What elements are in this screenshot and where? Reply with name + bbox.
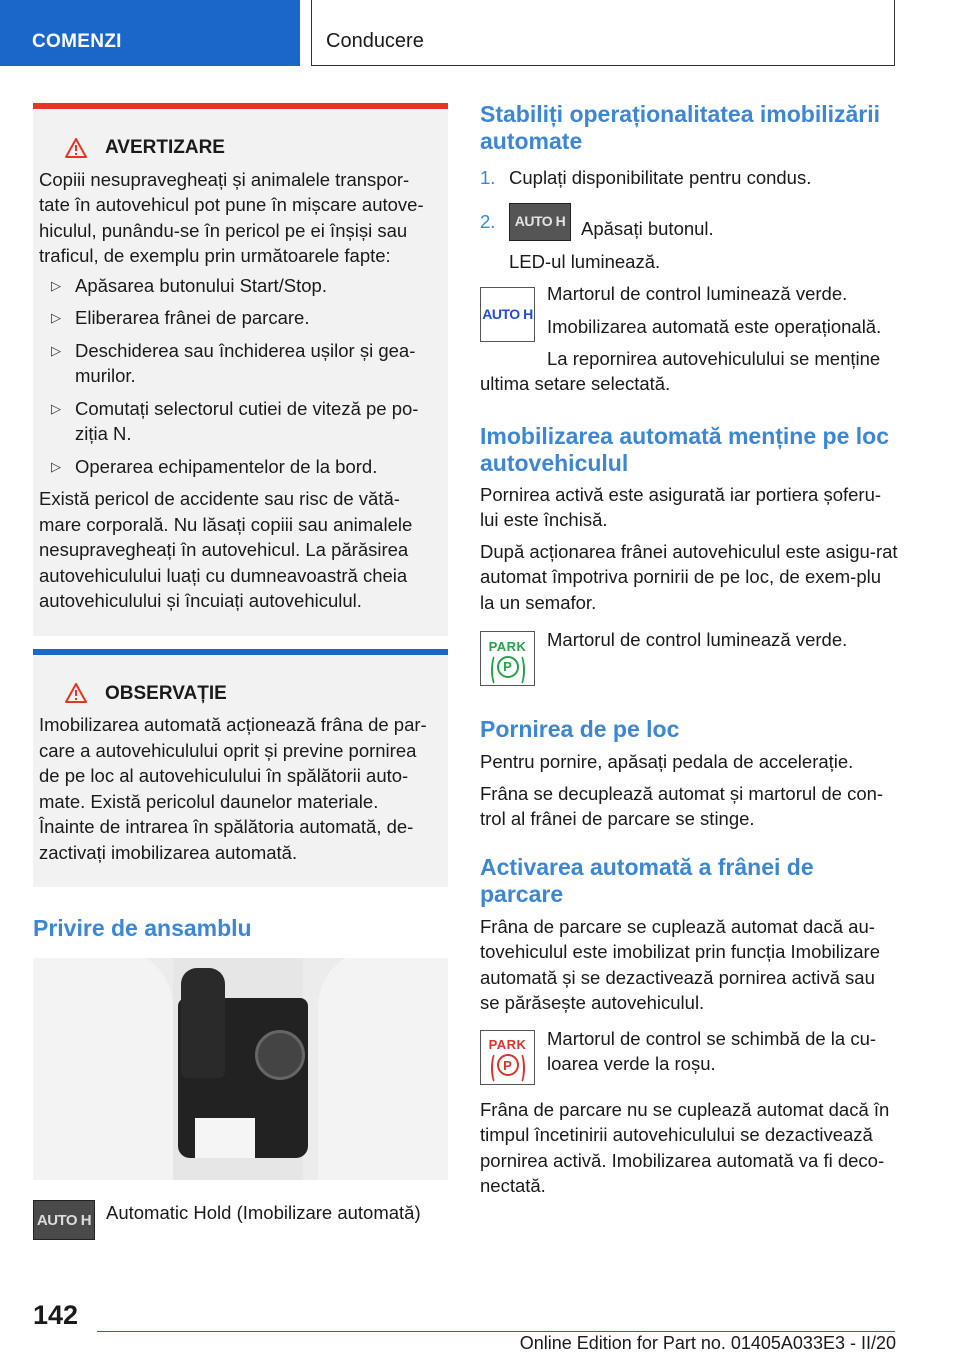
hold-p2: După acționarea frânei autovehiculul este asigu-rat automat împotriva pornirii de pe loc, de exem-plu la un semafor. (480, 540, 898, 613)
auto-park-heading: Activarea automată a frânei de parcare (480, 853, 814, 907)
operational-text: Imobilizarea automată este operațională. (547, 315, 882, 337)
storage-bay (195, 1118, 255, 1158)
seat-right (318, 958, 448, 1180)
list-item: 2. AUTO H Apăsați butonul. (480, 202, 898, 241)
autoh-caption: Automatic Hold (Imobilizare automată) (106, 1202, 421, 1223)
section-title: Conducere (311, 0, 895, 66)
seat-left (33, 958, 173, 1180)
warning-triangle-icon (65, 683, 87, 703)
note-text: Imobilizarea automată acționează frâna de par-care a autovehiculului oprit și previne pornirea de pe loc al autovehiculului în spălătorii auto-mate. Există pericolul daunelor materiale. Înainte de intrarea în spălătoria automată, de-zactivați imobilizarea automată. (39, 714, 427, 863)
park-green-row (480, 631, 898, 686)
note-heading (39, 681, 434, 707)
indicator-row (480, 282, 898, 342)
page-number: 142 (33, 1300, 79, 1330)
start-heading: Pornirea de pe loc (480, 716, 680, 742)
auto-park-indicator-text: Martorul de control se schimbă de la cu-loarea verde la roșu. (547, 1027, 877, 1074)
bullet-triangle-icon: ▷ (51, 458, 61, 474)
bullet-triangle-icon: ▷ (51, 400, 61, 416)
warning-box (33, 103, 448, 636)
list-item: ▷ Eliberarea frânei de parcare. (39, 305, 434, 331)
gear-selector (181, 968, 225, 1078)
led-text: LED-ul luminează. (509, 251, 661, 272)
overview-heading: Privire de ansamblu (33, 915, 252, 941)
warning-heading (39, 135, 434, 161)
warning-triangle-icon (65, 138, 87, 158)
footer-divider (97, 1331, 895, 1332)
indicator-text: Martorul de control luminează verde. (547, 282, 848, 304)
warning-bullet-list (39, 273, 434, 480)
right-column (480, 101, 898, 1199)
auto-hold-indicator-icon: AUTO H (480, 287, 535, 342)
bullet-triangle-icon: ▷ (51, 277, 61, 293)
idrive-controller (255, 1030, 305, 1080)
start-p2: Frâna se decuplează automat și martorul de con-trol al frânei de parcare se stinge. (480, 782, 884, 829)
auto-hold-button-icon: AUTO H (33, 1200, 95, 1240)
note-title: OBSERVAȚIE (105, 682, 227, 704)
activate-heading: Stabiliți operaționalitatea imobilizării automate (480, 101, 881, 154)
center-console-photo (33, 958, 448, 1180)
autoh-caption-row (33, 1200, 448, 1240)
warning-outro: Există pericol de accidente sau risc de vătă-mare corporală. Nu lăsați copiii sau animalele nesupravegheați în autovehicul. La părăsirea autovehiculului luați cu dumneavoastră cheia autovehiculului și încuiați autovehiculul. (39, 488, 413, 611)
left-column (33, 103, 448, 1240)
auto-park-p1: Frâna de parcare se cuplează automat dacă au-tovehiculul este imobilizat prin funcția Imobilizare automată și se dezactivează pornirea activă sau se părăsește autovehiculul. (480, 915, 880, 1013)
auto-park-p2: Frâna de parcare nu se cuplează automat dacă în timpul încetinirii autovehiculului se dezactivează pornirea activă. Imobilizarea automată va fi deco-nectată. (480, 1098, 890, 1196)
list-item: ▷ Operarea echipamentelor de la bord. (39, 454, 434, 480)
start-p1: Pentru pornire, apăsați pedala de accelerație. (480, 751, 854, 772)
edition-text: Online Edition for Part no. 01405A033E3 - II/20 (519, 1333, 896, 1353)
list-item: ▷ Comutați selectorul cutiei de viteză pe po-ziția N. (51, 397, 419, 444)
park-green-indicator-icon: PARK P (480, 631, 535, 686)
list-item: ▷ Apăsarea butonului Start/Stop. (39, 273, 434, 299)
warning-intro: Copiii nesupravegheați și animalele transpor-tate în autovehicul pot pune în mișcare autove-hiculul, punându-se în pericol pe ei înșiși sau traficul, de exemplu prin următoarele fapte: (39, 168, 424, 266)
auto-hold-button-icon: AUTO H (509, 203, 571, 241)
warning-title: AVERTIZARE (105, 137, 225, 158)
note-box (33, 649, 448, 888)
bullet-triangle-icon: ▷ (51, 310, 61, 325)
park-red-row (480, 1027, 898, 1085)
park-red-indicator-icon: PARK P (480, 1030, 535, 1085)
hold-heading: Imobilizarea automată menține pe loc autovehiculul (480, 422, 889, 476)
bullet-triangle-icon: ▷ (51, 342, 61, 358)
restart-text: La repornirea autovehiculului se menține ultima setare selectată. (480, 347, 881, 394)
list-item: ▷ Deschiderea sau închiderea ușilor și gea-murilor. (51, 339, 416, 386)
list-item: 1. Cuplați disponibilitate pentru condus. (480, 167, 812, 188)
hold-p1: Pornirea activă este asigurată iar portiera șoferu-lui este închisă. (480, 483, 882, 530)
hold-indicator-text: Martorul de control luminează verde. (547, 629, 848, 650)
chapter-tab[interactable]: COMENZI (0, 0, 300, 66)
